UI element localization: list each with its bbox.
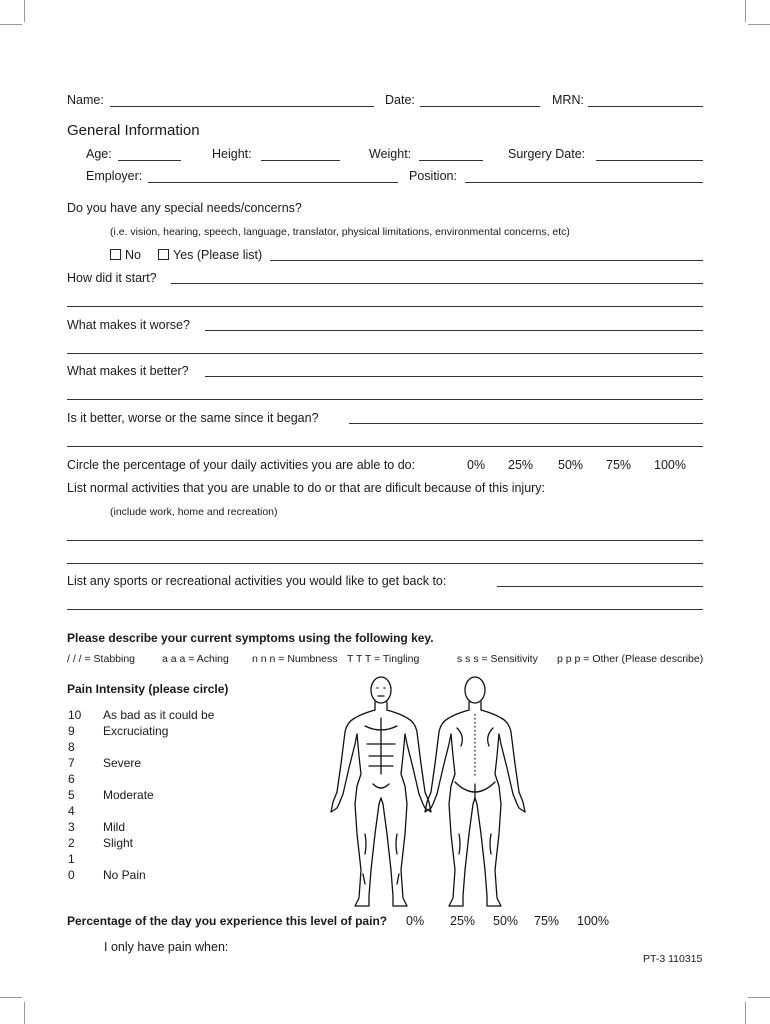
height-label: Height: (212, 147, 252, 161)
surgery-date-label: Surgery Date: (508, 147, 586, 161)
list-activities-hint: (include work, home and recreation) (110, 506, 278, 518)
body-front-figure (331, 677, 431, 906)
employer-label: Employer: (86, 169, 143, 183)
crop-mark (745, 1002, 746, 1024)
position-label: Position: (409, 169, 457, 183)
day-pct-option-50[interactable]: 50% (493, 914, 519, 928)
sports-question: List any sports or recreational activities you would like to get back to: (67, 574, 447, 588)
since-field-2[interactable] (67, 446, 703, 447)
pain-label-3: Mild (103, 820, 126, 834)
pct-option-50[interactable]: 50% (558, 458, 584, 472)
better-field-2[interactable] (67, 399, 703, 400)
pain-label-0: No Pain (103, 868, 146, 882)
crop-mark (748, 24, 770, 25)
key-other: p p p = Other (Please describe) (557, 653, 704, 665)
date-field[interactable] (420, 106, 540, 107)
pain-level-8[interactable]: 8 (68, 740, 75, 754)
key-tingling: T T T = Tingling (347, 653, 420, 665)
yes-option[interactable] (158, 249, 262, 262)
worse-question: What makes it worse? (67, 318, 190, 332)
crop-mark (0, 997, 22, 998)
name-label: Name: (67, 93, 104, 107)
pain-label-7: Severe (103, 756, 142, 770)
since-question: Is it better, worse or the same since it began? (67, 411, 319, 425)
crop-mark (748, 997, 770, 998)
pain-level-10[interactable]: 10 (68, 708, 82, 722)
employer-field[interactable] (148, 182, 398, 183)
how-start-field-2[interactable] (67, 306, 703, 307)
position-field[interactable] (465, 182, 703, 183)
pct-option-0[interactable]: 0% (467, 458, 486, 472)
height-field[interactable] (261, 160, 340, 161)
key-numbness: n n n = Numbness (252, 653, 338, 665)
weight-label: Weight: (369, 147, 412, 161)
no-option[interactable] (110, 249, 141, 262)
pain-level-0[interactable]: 0 (68, 868, 75, 882)
how-start-field[interactable] (171, 283, 703, 284)
day-pct-option-0[interactable]: 0% (406, 914, 425, 928)
better-question: What makes it better? (67, 364, 189, 378)
date-label: Date: (385, 93, 415, 107)
special-needs-list-field[interactable] (270, 260, 703, 261)
how-start-question: How did it start? (67, 271, 157, 285)
better-field[interactable] (205, 376, 703, 377)
pain-level-2[interactable]: 2 (68, 836, 75, 850)
crop-mark (0, 24, 22, 25)
weight-field[interactable] (419, 160, 483, 161)
special-needs-hint: (i.e. vision, hearing, speech, language, translator, physical limitations, environmental concerns, etc) (110, 226, 570, 238)
special-needs-question: Do you have any special needs/concerns? (67, 201, 302, 215)
key-stabbing: / / / = Stabbing (67, 653, 136, 665)
key-aching: a a a = Aching (162, 653, 229, 665)
crop-mark (745, 0, 746, 22)
pain-level-9[interactable]: 9 (68, 724, 75, 738)
pain-label-5: Moderate (103, 788, 154, 802)
pain-level-3[interactable]: 3 (68, 820, 75, 834)
only-pain-when-label: I only have pain when: (104, 940, 229, 954)
pct-option-100[interactable]: 100% (654, 458, 686, 472)
pain-level-5[interactable]: 5 (68, 788, 75, 802)
symptoms-title: Please describe your current symptoms using the following key. (67, 631, 434, 645)
yes-label: Yes (Please list) (173, 248, 263, 262)
pain-intensity-title: Pain Intensity (please circle) (67, 682, 229, 696)
sports-field[interactable] (497, 586, 703, 587)
worse-field[interactable] (205, 330, 703, 331)
surgery-date-field[interactable] (596, 160, 703, 161)
day-pct-question: Percentage of the day you experience this level of pain? (67, 914, 388, 928)
key-sensitivity: s s s = Sensitivity (457, 653, 538, 665)
activities-field-1[interactable] (67, 540, 703, 541)
name-field[interactable] (110, 106, 374, 107)
section-title-general: General Information (67, 122, 200, 139)
pain-level-6[interactable]: 6 (68, 772, 75, 786)
crop-mark (24, 1002, 25, 1024)
day-pct-option-25[interactable]: 25% (450, 914, 476, 928)
worse-field-2[interactable] (67, 353, 703, 354)
since-field[interactable] (349, 423, 703, 424)
pain-level-1[interactable]: 1 (68, 852, 75, 866)
form-code: PT-3 110315 (643, 953, 703, 965)
day-pct-option-100[interactable]: 100% (577, 914, 609, 928)
pain-label-2: Slight (103, 836, 134, 850)
checkbox-no[interactable] (110, 249, 121, 260)
day-pct-option-75[interactable]: 75% (534, 914, 560, 928)
checkbox-yes[interactable] (158, 249, 169, 260)
pain-level-7[interactable]: 7 (68, 756, 75, 770)
sports-field-2[interactable] (67, 609, 703, 610)
activities-field-2[interactable] (67, 563, 703, 564)
pain-label-10: As bad as it could be (103, 708, 215, 722)
age-field[interactable] (118, 160, 181, 161)
pct-option-75[interactable]: 75% (606, 458, 632, 472)
list-activities-question: List normal activities that you are unable to do or that are dificult because of this injury: (67, 481, 546, 495)
pain-label-9: Excruciating (103, 724, 169, 738)
body-back-figure (425, 677, 525, 906)
pct-option-25[interactable]: 25% (508, 458, 534, 472)
mrn-field[interactable] (588, 106, 703, 107)
no-label: No (125, 248, 141, 262)
circle-pct-question: Circle the percentage of your daily activities you are able to do: (67, 458, 416, 472)
crop-mark (24, 0, 25, 22)
mrn-label: MRN: (552, 93, 584, 107)
body-diagram[interactable] (325, 674, 535, 910)
age-label: Age: (86, 147, 112, 161)
pain-level-4[interactable]: 4 (68, 804, 75, 818)
